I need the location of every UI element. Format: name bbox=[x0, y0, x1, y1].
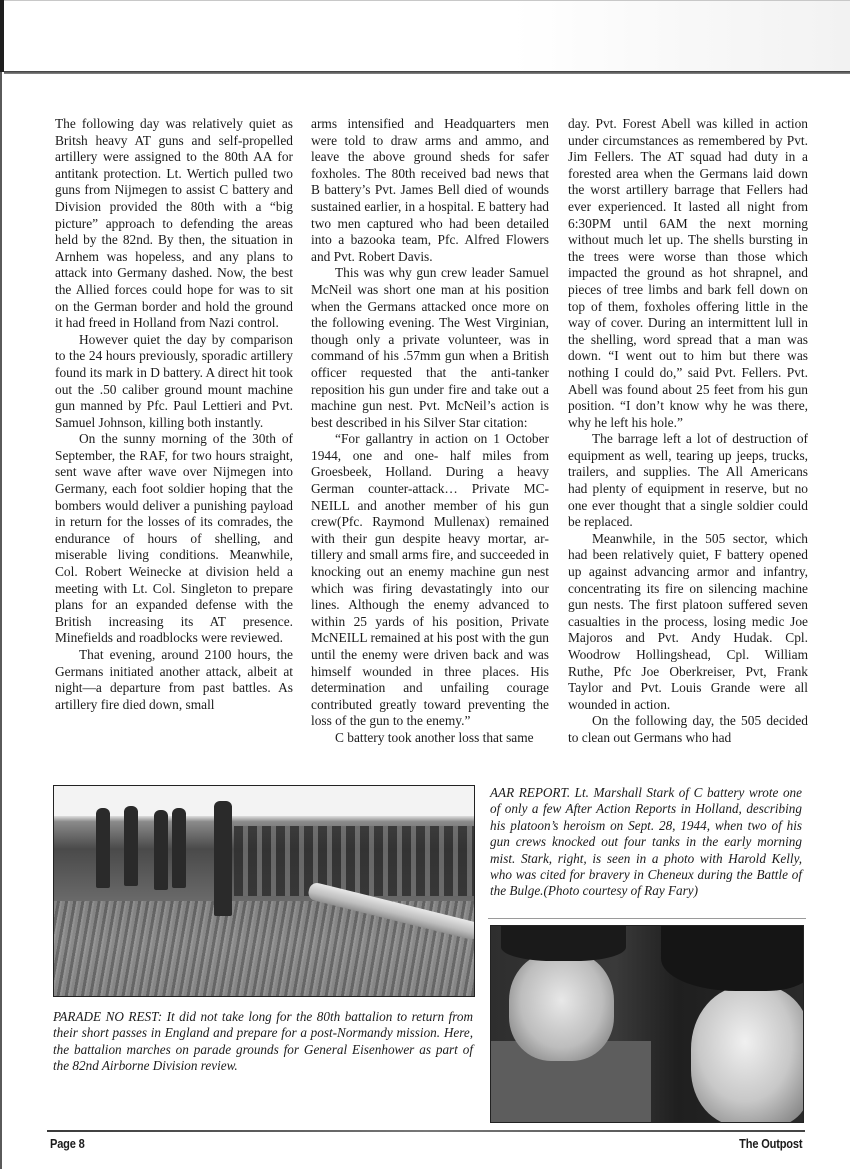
scan-edge bbox=[0, 72, 2, 1169]
aar-photo-caption: AAR REPORT. Lt. Marshall Stark of C battery wrote one of only a few After Action Reports in Holland, describing his platoon’s heroism on Sept. 28, 1944, when two of his gun crews knocked out four tanks in the early morning mist. Stark, right, is seen in a photo with Harold Kelly, who was cited for bravery in Cheneux during the Battle of the Bulge.(Photo courtesy of Ray Fary) bbox=[490, 785, 802, 899]
paragraph: C battery took another loss that same bbox=[335, 729, 534, 745]
paragraph: That evening, around 2100 hours, the Germans initiated another attack, albeit at night—a departure from past battles. As artillery fire died down, small bbox=[55, 647, 293, 712]
footer-rule bbox=[47, 1130, 805, 1132]
paragraph: arms intensified and Headquarters men were told to draw arms and ammo, and leave the above ground sheds for safer foxholes. The 80th received bad news that B battery’s Pvt. James Bell died of wounds sustained earlier, in a hospital. E battery had two men captured who had been detailed into a bazooka team, Pfc. Alfred Flowers and Pvt. Robert Davis. bbox=[311, 116, 549, 264]
photo-soldier bbox=[172, 808, 186, 888]
stark-kelly-photo bbox=[490, 925, 804, 1123]
article-column-2 bbox=[311, 116, 549, 747]
photo-soldier bbox=[214, 801, 232, 916]
page-number: Page 8 bbox=[50, 1136, 85, 1151]
photo-soldier bbox=[124, 806, 138, 886]
article-column-3 bbox=[568, 116, 808, 747]
paragraph: This was why gun crew leader Samuel McNeil was short one man at his position when the Germans attacked once more on the following evening. The West Virginian, though only a private volunteer, was in command of his .57mm gun when a British officer requested that the anti-tanker reposition his gun under fire and take out a machine gun nest. Pvt. McNeil’s action is best described in his Silver Star citation: bbox=[311, 265, 549, 430]
photo-cap-right bbox=[661, 926, 804, 991]
paragraph: On the sunny morning of the 30th of September, the RAF, for two hours straight, sent wave after wave over Nijmegen into Germany, each foot soldier hoping that the bombers would deliver a punishing payload in return for the losses of its comrades, the endurance of hours of shelling, and miserable living conditions. Meanwhile, Col. Robert Weinecke at division held a meeting with Lt. Col. Singleton to prepare plans for an expanded defense with the British increasing its AT presence. Minefields and roadblocks were reviewed. bbox=[55, 431, 293, 646]
paragraph: However quiet the day by comparison to the 24 hours previously, sporadic artillery found its mark in D battery. A direct hit took out the .50 caliber ground mount machine gun manned by Pfc. Paul Lettieri and Pvt. Samuel Johnson, killing both instantly. bbox=[55, 331, 293, 430]
paragraph: The following day was relatively quiet as Britsh heavy AT guns and self-propelled artillery were assigned to the 80th AA for antitank protection. Lt. Wertich pulled two guns from Nijmegen to assist C battery and Division provided the 80th with a “big picture” approach to defending the areas held by the 82nd. By then, the situation in Arnhem was hopeless, and any plans to attack into Germany dashed. Now, the best the Allied forces could hope for was to sit on the German border and hold the ground it had freed in Holland from Nazi control. bbox=[55, 116, 293, 331]
photo-face-left bbox=[509, 951, 614, 1061]
paragraph: day. Pvt. Forest Abell was killed in action under circumstances as remembered by Pvt. Jim Fellers. The AT squad had duty in a forested area when the Germans laid down the worst artillery barrage that Fellers had ever experienced. It lasted all night from 6:30PM until 6AM the next morning without much let up. The shells bursting in the trees were worse than those which impacted the ground as hot shrapnel, and pieces of tree limbs and bark fell down on top of them, foxholes offering little in the way of cover. During an intermittent lull in the shelling, word spread that a man was down. “I went out to him but there was nothing I could do,” said Pvt. Fellers. Pvt. Abell was found about 25 feet from his gun position. “I don’t know why he was there, why he left his hole.” bbox=[568, 116, 808, 430]
photo-cap-left bbox=[501, 926, 626, 961]
publication-name: The Outpost bbox=[738, 1136, 802, 1151]
header-rule bbox=[4, 71, 850, 74]
paragraph: Meanwhile, in the 505 sector, which had been relatively quiet, F battery opened up against advancing armor and infantry, concentrating its fire on silencing machine gun nests. The first platoon suffered seven casualties in the process, losing medic Joe Majoros and Pvt. Andy Hudak. Cpl. Woodrow Hollingshead, Cpl. William Ruthe, Pfc Joe Oberkreiser, Pvt, Frank Taylor and Pvt. Louis Grande were all wounded in action. bbox=[568, 530, 808, 712]
photo-troops bbox=[234, 826, 474, 896]
paragraph: “For gallantry in action on 1 October 1944, one and one- half miles from Groesbeek, Holland. During a heavy German counter-attack… Private MCNEILL and another member of his gun crew(Pfc. Raymond Mullenax) remained with their gun despite heavy mortar, artillery and small arms fire, and succeeded in knocking out an enemy machine gun nest which was firing devastatingly into our lines. Although the enemy advanced to within 25 yards of his position, Private McNEILL remained at his post with the gun until the enemy were driven back and was himself wounded in three places. His determination and unfailing courage contributed greatly toward preventing the loss of the gun to the enemy.” bbox=[311, 431, 549, 729]
caption-divider bbox=[488, 918, 806, 919]
photo-soldier bbox=[96, 808, 110, 888]
header-band bbox=[4, 0, 850, 72]
photo-soldier bbox=[154, 810, 168, 890]
parade-photo-caption: PARADE NO REST: It did not take long for the 80th battalion to return from their short passes in England and prepare for a post-Normandy mission. Here, the battalion marches on parade grounds for General Eisenhower as part of the 82nd Airborne Division review. bbox=[53, 1009, 473, 1074]
paragraph: The barrage left a lot of destruction of equipment as well, tearing up jeeps, trucks, trailers, and supplies. The All Americans had plenty of equipment in reserve, but no one ever thought that a single soldier could be replaced. bbox=[568, 431, 808, 530]
photo-face-right bbox=[691, 986, 804, 1123]
paragraph: On the following day, the 505 decided to clean out Germans who had bbox=[568, 713, 808, 745]
photo-sky bbox=[54, 786, 474, 816]
article-column-1 bbox=[55, 116, 293, 713]
parade-photo bbox=[53, 785, 475, 997]
